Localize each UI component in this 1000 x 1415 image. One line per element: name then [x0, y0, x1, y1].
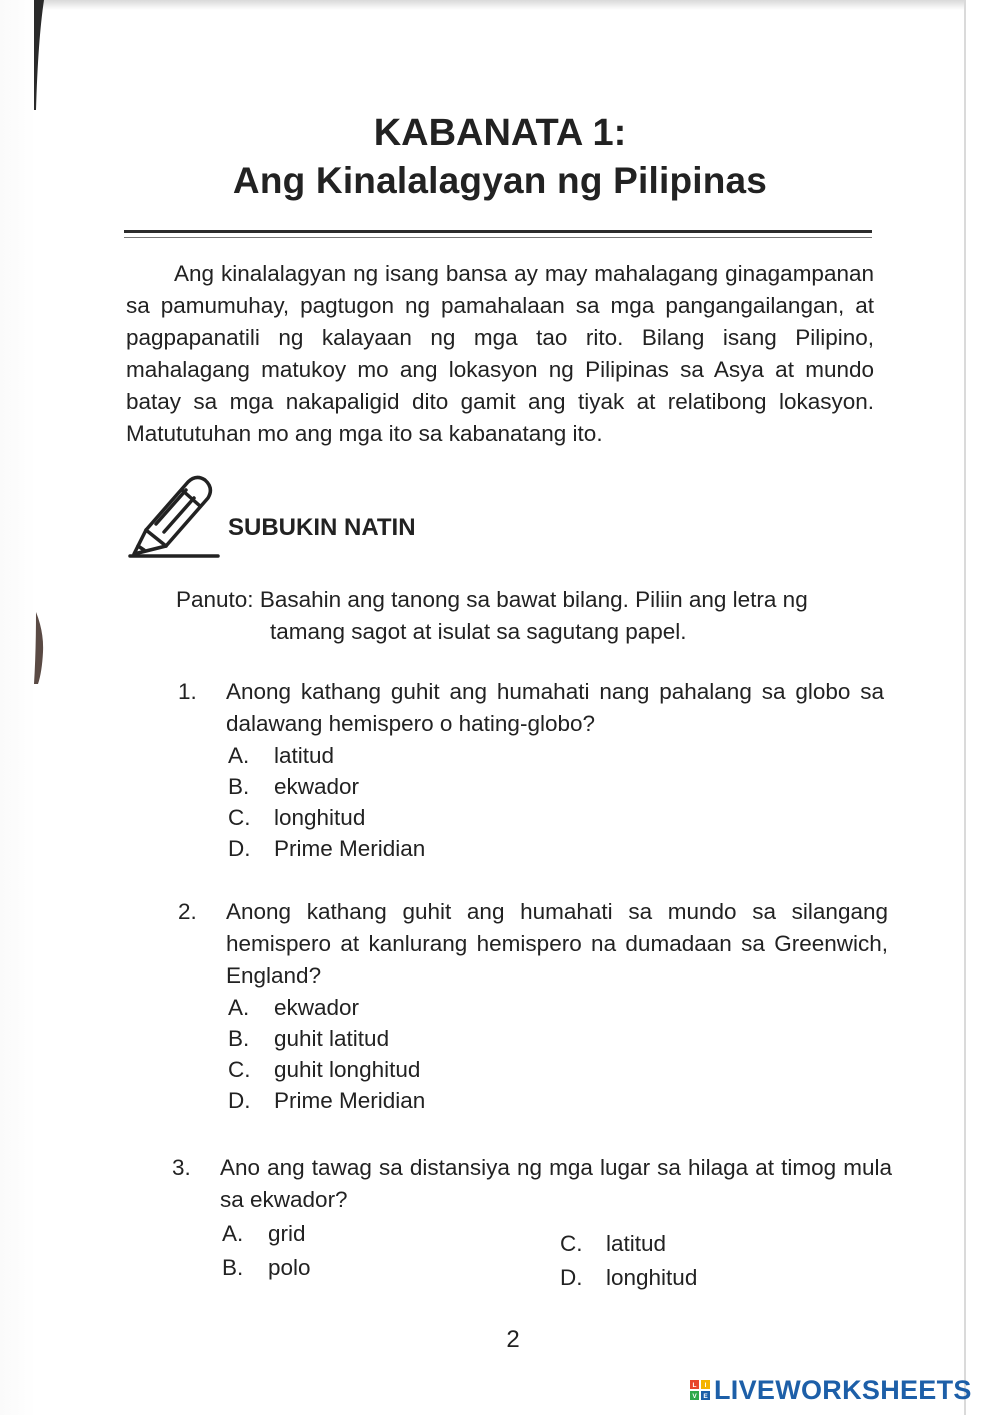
option-letter: A. — [222, 1221, 244, 1246]
liveworksheets-wordmark: LIVEWORKSHEETS — [714, 1374, 972, 1405]
option-letter: C. — [228, 805, 251, 830]
question-number: 1. — [178, 679, 197, 704]
option-d[interactable] — [560, 1262, 697, 1293]
question-number: 3. — [172, 1155, 191, 1180]
svg-text:E: E — [703, 1393, 708, 1400]
option-text: longhitud — [606, 1265, 698, 1290]
page-edge — [964, 0, 966, 1415]
svg-text:I: I — [704, 1382, 707, 1389]
option-c[interactable] — [228, 1054, 888, 1085]
option-text: guhit latitud — [274, 1026, 390, 1051]
option-text: ekwador — [274, 774, 360, 799]
option-letter: C. — [560, 1231, 583, 1256]
option-b[interactable] — [222, 1252, 311, 1283]
question-2 — [178, 896, 888, 1116]
question-3 — [172, 1152, 892, 1290]
option-a[interactable] — [228, 992, 888, 1023]
option-c[interactable] — [560, 1228, 666, 1259]
title-divider — [124, 230, 872, 233]
option-letter: A. — [228, 995, 250, 1020]
liveworksheets-logo[interactable] — [690, 1374, 972, 1406]
page-shadow — [34, 0, 964, 10]
question-stem: Anong kathang guhit ang humahati nang pahalang sa globo sa dalawang hemispero o hating-globo? — [226, 679, 884, 736]
option-b[interactable] — [228, 771, 884, 802]
section-title: SUBUKIN NATIN — [228, 514, 416, 541]
pencil-icon — [126, 468, 222, 560]
option-text: latitud — [274, 743, 335, 768]
title-divider-thin — [124, 237, 872, 238]
option-letter: C. — [228, 1057, 251, 1082]
instructions-line-1: Panuto: Basahin ang tanong sa bawat bilang. Piliin ang letra ng — [176, 587, 808, 612]
option-letter: D. — [560, 1265, 583, 1290]
page-number: 2 — [506, 1326, 520, 1353]
option-d[interactable] — [228, 833, 884, 864]
option-d[interactable] — [228, 1085, 888, 1116]
binding-mark — [30, 612, 46, 684]
option-b[interactable] — [228, 1023, 888, 1054]
option-letter: D. — [228, 1088, 251, 1113]
svg-text:L: L — [692, 1382, 697, 1389]
svg-text:V: V — [692, 1393, 697, 1400]
question-1 — [178, 676, 884, 864]
option-text: Prime Meridian — [274, 836, 426, 861]
option-text: latitud — [606, 1231, 667, 1256]
option-text: polo — [268, 1255, 311, 1280]
question-stem: Anong kathang guhit ang humahati sa mundo sa silangang hemispero at kanlurang hemispero na dumadaan sa Greenwich, England? — [226, 899, 888, 988]
chapter-heading: KABANATA 1: — [373, 112, 627, 154]
option-letter: B. — [228, 1026, 250, 1051]
instructions-line-2: tamang sagot at isulat sa sagutang papel. — [270, 619, 687, 644]
intro-paragraph: Ang kinalalagyan ng isang bansa ay may mahalagang ginagampanan sa pamumuhay, pagtugon ng pamahalaan sa mga pangangailangan, at pagpapanatili ng kalayaan ng mga tao rito. Bilang isang Pilipino, mahalagang matukoy mo ang lokasyon ng Pilipinas sa Asya at mundo batay sa mga nakapaligid dito gamit ang tiyak at relatibong lokasyon. Matututuhan mo ang mga ito sa kabanatang ito. — [126, 261, 874, 446]
option-letter: B. — [228, 774, 250, 799]
option-letter: A. — [228, 743, 250, 768]
scan-edge — [0, 0, 36, 1415]
option-text: longhitud — [274, 805, 366, 830]
option-text: grid — [268, 1221, 306, 1246]
option-text: guhit longhitud — [274, 1057, 421, 1082]
page-curl-shadow — [30, 0, 70, 110]
option-text: Prime Meridian — [274, 1088, 426, 1113]
instructions — [176, 584, 886, 648]
option-text: ekwador — [274, 995, 360, 1020]
chapter-title: Ang Kinalalagyan ng Pilipinas — [232, 160, 768, 201]
option-c[interactable] — [228, 802, 884, 833]
option-a[interactable] — [222, 1218, 306, 1249]
option-letter: D. — [228, 836, 251, 861]
question-stem: Ano ang tawag sa distansiya ng mga lugar sa hilaga at timog mula sa ekwador? — [220, 1155, 892, 1212]
option-letter: B. — [222, 1255, 244, 1280]
live-cubes-icon — [690, 1380, 710, 1400]
option-a[interactable] — [228, 740, 884, 771]
question-number: 2. — [178, 899, 197, 924]
